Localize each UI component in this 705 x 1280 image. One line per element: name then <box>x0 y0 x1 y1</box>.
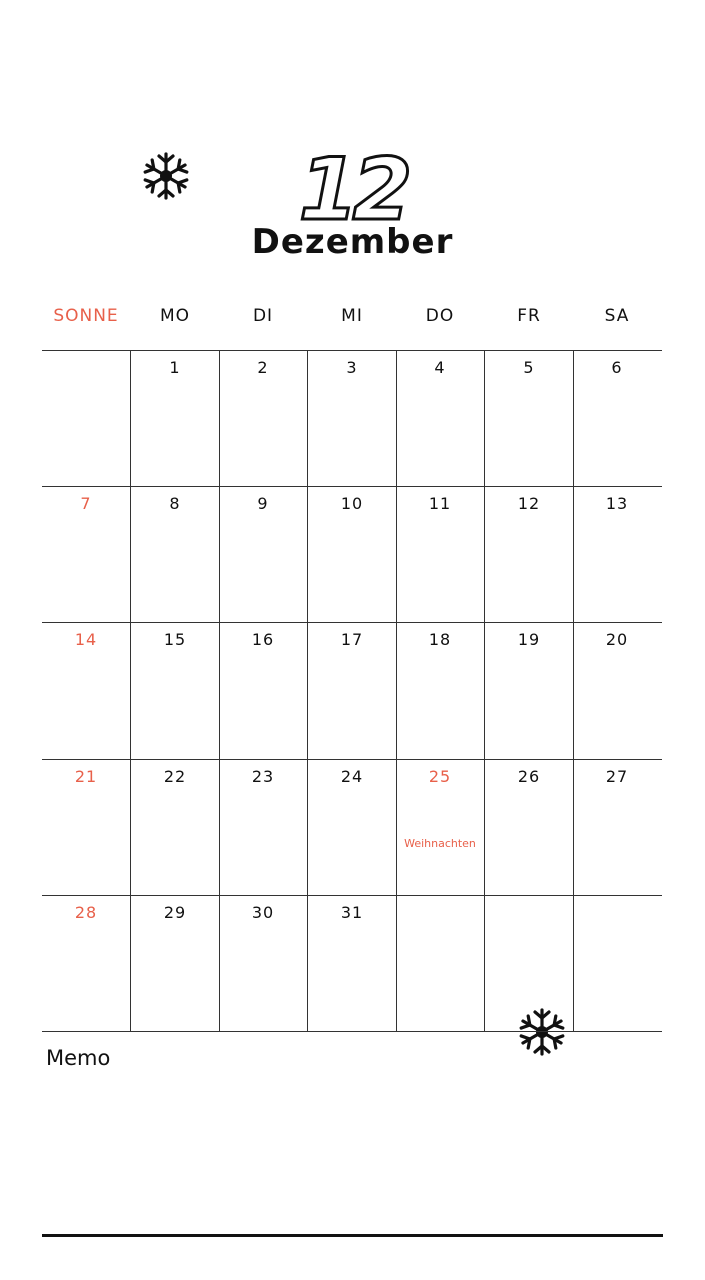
day-cell-empty[interactable] <box>485 895 573 1031</box>
day-number: 4 <box>434 358 446 377</box>
memo-line <box>42 1234 663 1237</box>
grid-line <box>42 1031 662 1032</box>
day-cell[interactable] <box>219 895 307 1031</box>
day-cell-empty[interactable] <box>573 895 661 1031</box>
day-cell[interactable] <box>131 759 219 895</box>
weekday-friday: FR <box>517 306 541 326</box>
day-cell[interactable] <box>396 350 484 486</box>
day-number: 25 <box>428 767 452 786</box>
day-number: 15 <box>163 630 187 649</box>
day-cell[interactable] <box>131 486 219 622</box>
day-number: 28 <box>74 903 98 922</box>
day-number: 14 <box>74 630 98 649</box>
day-cell[interactable] <box>308 486 396 622</box>
day-cell-sunday[interactable] <box>42 622 130 758</box>
day-number: 3 <box>346 358 358 377</box>
day-cell[interactable] <box>219 486 307 622</box>
day-cell[interactable] <box>308 895 396 1031</box>
month-name: Dezember <box>251 222 454 262</box>
day-number: 22 <box>163 767 187 786</box>
holiday-label: Weihnachten <box>404 837 476 850</box>
day-cell[interactable] <box>131 350 219 486</box>
day-number: 21 <box>74 767 98 786</box>
day-number: 13 <box>605 494 629 513</box>
day-number: 16 <box>251 630 275 649</box>
day-cell-empty[interactable] <box>42 350 130 486</box>
weekday-sunday: SONNE <box>53 306 119 326</box>
day-cell[interactable] <box>219 350 307 486</box>
day-cell[interactable] <box>131 622 219 758</box>
day-number: 20 <box>605 630 629 649</box>
day-cell[interactable] <box>396 486 484 622</box>
memo-label: Memo <box>46 1046 111 1070</box>
day-cell[interactable] <box>219 622 307 758</box>
day-cell[interactable] <box>308 622 396 758</box>
day-cell[interactable] <box>573 759 661 895</box>
day-cell-sunday[interactable] <box>42 759 130 895</box>
day-number: 27 <box>605 767 629 786</box>
day-cell[interactable] <box>219 759 307 895</box>
day-number: 1 <box>169 358 181 377</box>
weekday-wednesday: MI <box>341 306 363 326</box>
day-cell-sunday[interactable] <box>42 895 130 1031</box>
day-number: 26 <box>517 767 541 786</box>
day-cell[interactable] <box>308 350 396 486</box>
day-number: 18 <box>428 630 452 649</box>
day-number: 31 <box>340 903 364 922</box>
day-number: 30 <box>251 903 275 922</box>
day-cell[interactable] <box>573 486 661 622</box>
day-number: 7 <box>80 494 92 513</box>
weekday-header <box>42 306 662 334</box>
day-number: 19 <box>517 630 541 649</box>
day-cell[interactable] <box>396 622 484 758</box>
day-cell[interactable] <box>573 350 661 486</box>
day-number: 8 <box>169 494 181 513</box>
day-number: 5 <box>523 358 535 377</box>
day-number: 2 <box>257 358 269 377</box>
day-cell-sunday[interactable] <box>42 486 130 622</box>
day-number: 10 <box>340 494 364 513</box>
day-cell-empty[interactable] <box>396 895 484 1031</box>
day-number: 9 <box>257 494 269 513</box>
day-cell[interactable] <box>308 759 396 895</box>
day-cell[interactable] <box>485 622 573 758</box>
day-number: 23 <box>251 767 275 786</box>
day-number: 12 <box>517 494 541 513</box>
weekday-saturday: SA <box>604 306 630 326</box>
day-cell[interactable] <box>485 486 573 622</box>
day-number: 6 <box>611 358 623 377</box>
day-number: 17 <box>340 630 364 649</box>
day-cell[interactable] <box>485 350 573 486</box>
day-cell-holiday[interactable] <box>396 759 484 895</box>
weekday-thursday: DO <box>425 306 455 326</box>
day-cell[interactable] <box>485 759 573 895</box>
day-cell[interactable] <box>573 622 661 758</box>
weekday-monday: MO <box>159 306 191 326</box>
day-number: 29 <box>163 903 187 922</box>
weekday-tuesday: DI <box>252 306 274 326</box>
day-number: 24 <box>340 767 364 786</box>
day-number: 11 <box>428 494 452 513</box>
day-cell[interactable] <box>131 895 219 1031</box>
month-number: 12 <box>298 140 407 240</box>
